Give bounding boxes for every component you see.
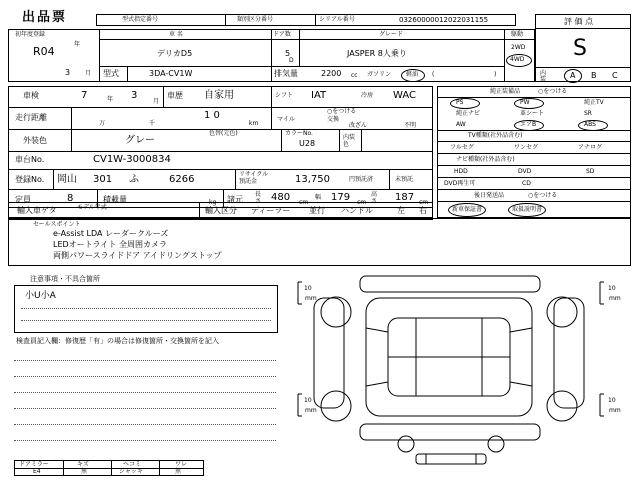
reg-label: 登録No. xyxy=(15,175,45,184)
score-box xyxy=(535,14,631,82)
reg-kana: ふ xyxy=(129,174,139,185)
post-item-1: 取扱説明書 xyxy=(512,206,543,213)
mileage-sen: 千 xyxy=(149,120,156,127)
meter-unknown: 不明 xyxy=(404,122,417,129)
usage-label: 車歴 xyxy=(167,91,183,100)
door-d: D xyxy=(289,57,294,64)
page-title: 出品票 xyxy=(22,10,68,25)
tread-right-bottom: 10 xyxy=(608,397,616,404)
navi-type-1: DVD xyxy=(518,168,532,175)
size-label: 諸元 xyxy=(227,195,243,204)
reg-area: 岡山 xyxy=(57,174,77,185)
legend-table xyxy=(14,460,204,476)
capacity-label: 定員 xyxy=(15,195,31,204)
navi-type-label: ナビ種類(社外品含む) xyxy=(456,156,515,163)
tread-left-top-unit: mm xyxy=(305,295,317,302)
equipment-grid xyxy=(438,97,630,130)
mileage-km: km xyxy=(249,120,259,127)
drive-label: 駆動 xyxy=(511,31,524,38)
import-parallel: 並行 xyxy=(309,206,325,215)
first-reg-month: 3 xyxy=(65,68,71,77)
equipment-item: PS xyxy=(456,99,464,106)
tv-type-0: フルセグ xyxy=(450,144,474,151)
grade-label: グレード xyxy=(379,31,404,38)
width-cm: cm xyxy=(357,199,367,206)
navi-type-2: SD xyxy=(586,168,595,175)
exterior-color-label: 外装色 xyxy=(23,136,47,145)
import-dealer: ディーラー xyxy=(251,206,291,215)
inspector-label: 検査員記入欄：修復歴「有」の場合は修復箇所・交換箇所を記入 xyxy=(16,337,219,345)
length-label: 長さ xyxy=(255,191,262,205)
displacement-label: 排気量 xyxy=(274,69,298,78)
car-damage-diagram xyxy=(296,268,636,478)
recycle-unit: 円預託済 xyxy=(349,176,374,183)
cc-unit: cc xyxy=(351,72,358,79)
post-item-0: 新車保証書 xyxy=(452,206,483,213)
score-label: 評 価 点 xyxy=(564,17,594,26)
mileage-label: 走行距離 xyxy=(15,113,47,122)
legend-value-3: 無 xyxy=(175,468,182,475)
interior-grade-c: C xyxy=(612,71,618,80)
inspection-month-unit: 月 xyxy=(153,98,160,105)
displacement-value: 2200 xyxy=(321,69,342,78)
import-label: 輸入車ゲタ xyxy=(17,206,57,215)
grade-value: JASPER 8人乗り xyxy=(347,49,407,58)
recycle-amount: 13,750 xyxy=(295,174,330,185)
mileage-man: 万 xyxy=(99,120,106,127)
class-no-label: 類別区分番号 xyxy=(237,16,274,23)
width-label: 幅 xyxy=(315,194,322,201)
first-reg-label: 初年度登録 xyxy=(15,31,46,38)
score-value: S xyxy=(573,36,587,61)
notes-box xyxy=(14,285,278,333)
height-value: 187 xyxy=(395,192,415,203)
chassis-value: CV1W-3000834 xyxy=(93,154,171,165)
diesel: 軽油 xyxy=(406,71,419,78)
model-value: 3DA-CV1W xyxy=(149,69,193,78)
equipment-item: ABS xyxy=(584,121,596,128)
equipment-item: エアB xyxy=(520,121,537,128)
equipment-title: 純正装備品 xyxy=(490,88,521,95)
meter-replaced: 交換 xyxy=(327,116,340,123)
legend-value-2: ジャッキ xyxy=(119,468,143,475)
doors-value: 5 xyxy=(285,49,291,58)
legend-header-0: ドアミラー xyxy=(19,461,49,468)
equipment-item: PW xyxy=(520,99,530,106)
handle-left: 左 xyxy=(397,206,405,215)
first-reg-year: R04 xyxy=(33,45,55,58)
post-note: ○をつける xyxy=(528,192,558,199)
legend-value-1: 無 xyxy=(81,468,88,475)
meter-tampered: 改ざん xyxy=(349,122,368,129)
color-no: U28 xyxy=(299,139,316,148)
load-label: 積載量 xyxy=(103,195,127,204)
chassis-label: 車台No. xyxy=(15,155,45,164)
paren-close: ) xyxy=(494,71,497,78)
sales-points-box xyxy=(8,218,631,266)
length-value: 480 xyxy=(271,192,291,203)
gasoline: ガソリン xyxy=(367,71,392,78)
handle-right: 右 xyxy=(419,206,427,215)
sales-point-0: e-Assist LDA レーダークルーズ xyxy=(53,229,169,238)
serial-value: 03260000012022031155 xyxy=(399,16,489,24)
post-item-1-circle xyxy=(508,203,546,217)
import-class-label: 輸入区分 xyxy=(205,206,237,215)
height-cm: cm xyxy=(419,199,429,206)
length-cm: cm xyxy=(299,199,309,206)
month-unit: 月 xyxy=(85,70,92,77)
not-deposited: 未預託 xyxy=(395,176,414,183)
navi-type-0: HDD xyxy=(454,168,468,175)
inspection-year-unit: 年 xyxy=(107,96,114,103)
exterior-color: グレー xyxy=(125,135,155,146)
drive-4wd: 4WD xyxy=(510,56,525,63)
color-no-label: カラーNo. xyxy=(285,130,313,137)
notes-label: 注意事項・不具合箇所 xyxy=(30,275,100,283)
reg-number: 6266 xyxy=(169,174,195,185)
dvd-label: DVD再生可 xyxy=(444,180,476,187)
equipment-item: 革シート xyxy=(520,110,545,117)
legend-header-2: ヘコミ xyxy=(123,461,142,468)
tv-type-2: アナログ xyxy=(578,144,603,151)
notes-text: 小U小A xyxy=(25,291,56,301)
vehicle-details-box xyxy=(8,86,433,220)
tread-right-bottom-unit: mm xyxy=(609,407,621,414)
post-item-0-circle xyxy=(448,203,486,217)
paren-open: ( xyxy=(432,71,435,78)
model-label: 型式 xyxy=(103,69,119,78)
mileage-value: 1 0 xyxy=(204,110,220,121)
post-label: 後日発送品 xyxy=(474,192,505,199)
tv-type-1: ワンセグ xyxy=(514,144,539,151)
color-change-label: 色替(元色) xyxy=(209,130,238,137)
sales-points-label: セールスポイント xyxy=(33,221,81,228)
equipment-item: SR xyxy=(584,110,592,117)
reg-class: 301 xyxy=(93,174,113,185)
equipment-item: 純正TV xyxy=(584,99,604,106)
interior-grade-b: B xyxy=(591,71,597,80)
shift-label: シフト xyxy=(275,92,294,99)
equipment-item: 純正ナビ xyxy=(456,110,481,117)
legend-header-3: ワレ xyxy=(175,461,188,468)
load-kg: kg xyxy=(209,199,217,206)
doors-label: ドア数 xyxy=(273,31,291,38)
tv-type-label: TV種類(社外品含む) xyxy=(468,132,523,139)
inspection-month: 3 xyxy=(131,90,138,101)
equipment-item: AW xyxy=(456,121,466,128)
interior-color-label: 内装色 xyxy=(343,134,356,148)
meter-mile: マイル xyxy=(277,116,295,123)
ac-value: WAC xyxy=(393,90,416,101)
tread-left-bottom: 10 xyxy=(304,397,312,404)
equipment-panel xyxy=(437,86,631,218)
group-no-label: 型式指定番号 xyxy=(122,16,159,23)
inspection-label: 車検 xyxy=(23,91,39,100)
capacity-value: 8 xyxy=(67,193,74,204)
sales-point-2: 両側パワースライドドア アイドリングストップ xyxy=(53,251,222,260)
vehicle-header-box xyxy=(8,29,535,82)
meter-note: ○をつける xyxy=(327,108,357,115)
year-unit: 年 xyxy=(74,41,81,48)
serial-label: シリアル番号 xyxy=(319,16,355,23)
legend-value-0: E4 xyxy=(33,468,41,475)
model-year-label: モデル年式 xyxy=(77,204,107,211)
car-name: デリカD5 xyxy=(157,49,193,58)
usage-value: 自家用 xyxy=(204,90,234,101)
tread-left-top: 10 xyxy=(304,285,312,292)
ac-label: 冷房 xyxy=(361,92,374,99)
tread-right-top: 10 xyxy=(608,285,616,292)
inspection-year: 7 xyxy=(81,90,88,101)
equipment-item-circle xyxy=(450,98,480,109)
tread-right-top-unit: mm xyxy=(609,295,621,302)
equipment-item-circle xyxy=(514,98,544,109)
sales-point-1: LEDオートライト 全周囲カメラ xyxy=(53,240,167,249)
legend-header-1: キズ xyxy=(77,461,89,468)
cd-label: CD xyxy=(522,180,531,187)
drive-2wd: 2WD xyxy=(511,44,526,51)
tread-left-bottom-unit: mm xyxy=(305,407,317,414)
shift-value: IAT xyxy=(311,90,327,101)
car-name-label: 車 名 xyxy=(169,31,183,38)
interior-grade-a: A xyxy=(570,71,576,80)
header-serial-row xyxy=(96,14,516,26)
interior-label: 内装 xyxy=(540,70,547,83)
handle-label: ハンドル xyxy=(341,206,373,215)
height-label: 高さ xyxy=(371,191,378,205)
interior-grade-a-circle xyxy=(564,69,582,83)
recycle-label: リサイクル預託金 xyxy=(239,171,269,185)
width-value: 179 xyxy=(331,192,351,203)
equipment-note: ○をつける xyxy=(538,88,568,95)
